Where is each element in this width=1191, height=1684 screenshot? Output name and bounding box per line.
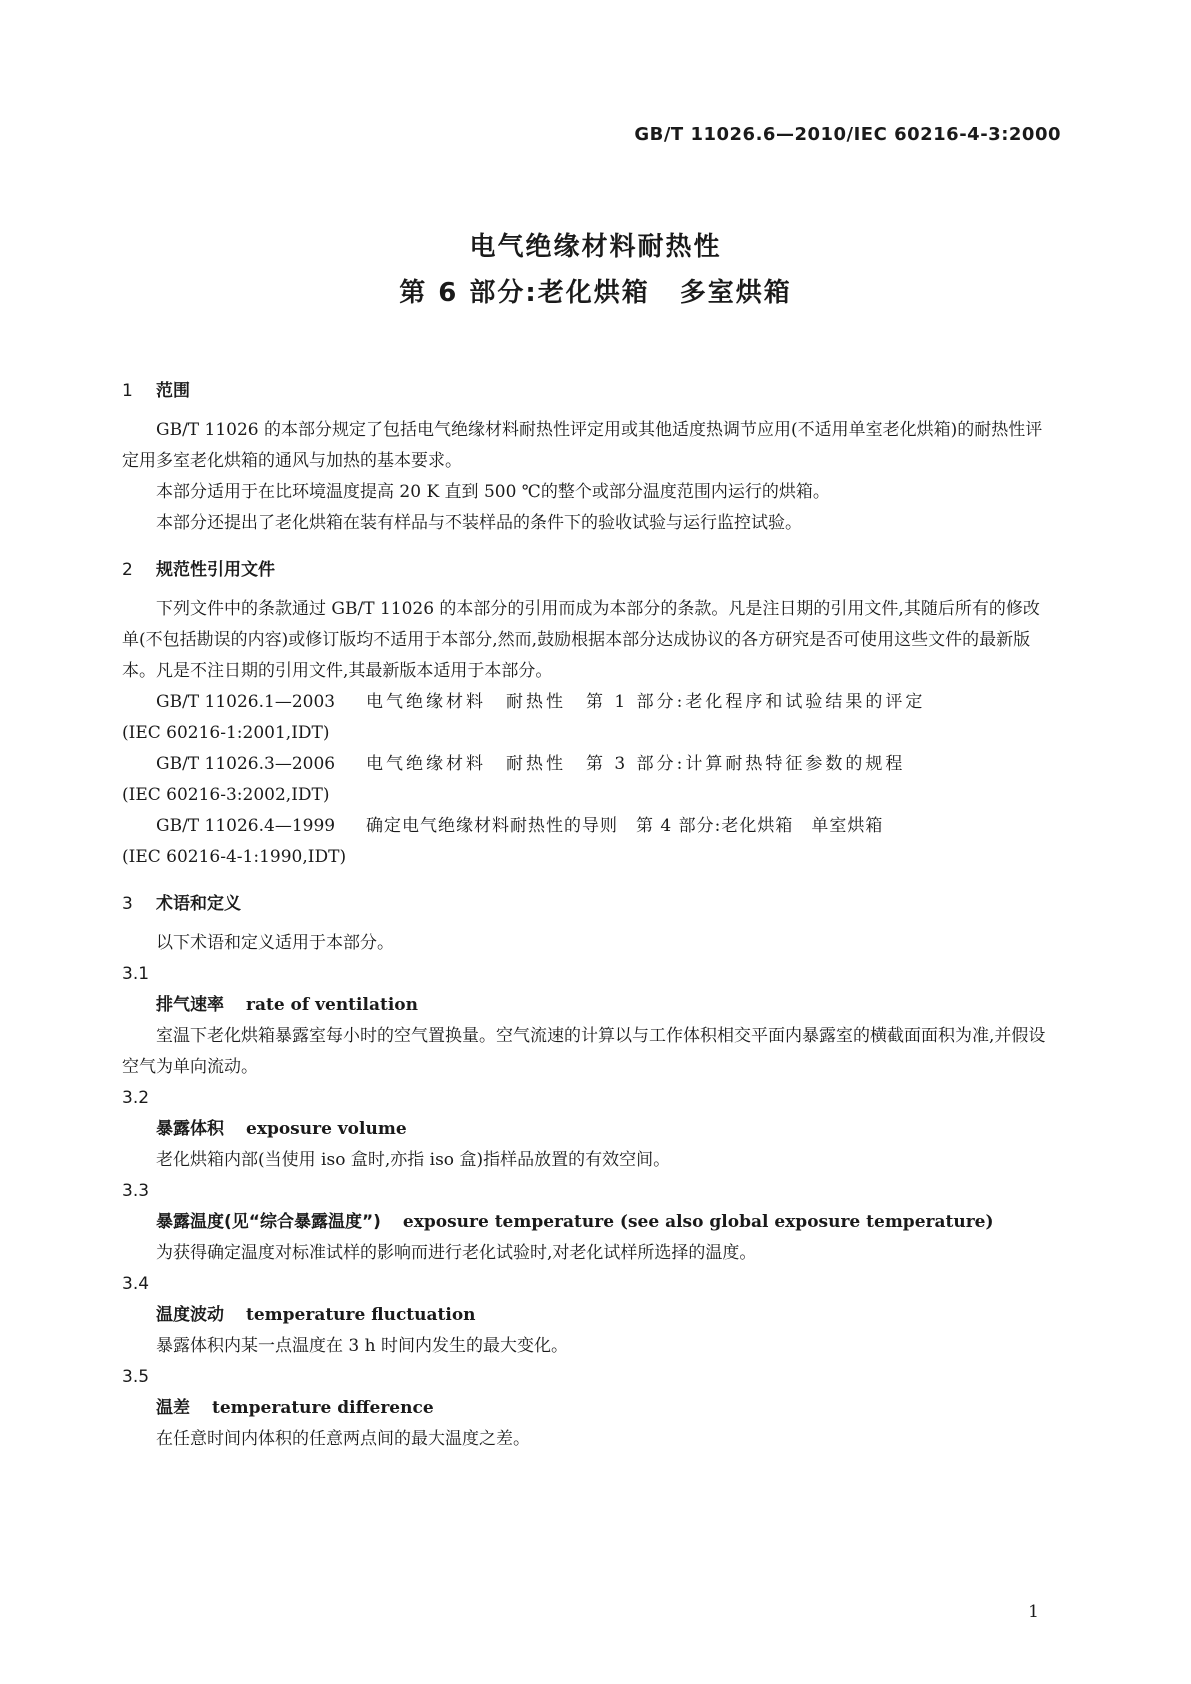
term-definition: 暴露体积内某一点温度在 3 h 时间内发生的最大变化。 (156, 1336, 568, 1356)
paragraph: 本部分适用于在比环境温度提高 20 K 直到 500 ℃的整个或部分温度范围内运行的烘箱。 (156, 482, 830, 502)
reference-iec: (IEC 60216-4-1:1990,IDT) (122, 847, 347, 867)
subtitle-part1: 第 6 部分:老化烘箱 (399, 278, 650, 308)
page-number: 1 (1028, 1602, 1039, 1622)
term-en: exposure volume (246, 1119, 407, 1139)
document-body (122, 376, 1052, 1455)
term-en: temperature difference (212, 1398, 434, 1418)
paragraph: 本部分还提出了老化烘箱在装有样品与不装样品的条件下的验收试验与运行监控试验。 (156, 513, 802, 533)
reference-code: GB/T 11026.3—2006 (156, 754, 336, 774)
term-definition: 室温下老化烘箱暴露室每小时的空气置换量。空气流速的计算以与工作体积相交平面内暴露室的横截面面积为准,并假设空气为单向流动。 (122, 1026, 1046, 1077)
term-entry (122, 959, 1052, 1083)
term-zh: 暴露体积 (156, 1119, 224, 1139)
section-number: 1 (122, 381, 133, 401)
section-title: 范围 (156, 381, 190, 401)
term-definition: 在任意时间内体积的任意两点间的最大温度之差。 (156, 1429, 530, 1449)
reference-code: GB/T 11026.4—1999 (156, 816, 336, 836)
section-title: 术语和定义 (156, 894, 241, 914)
term-en: exposure temperature (see also global exposure temperature) (402, 1212, 994, 1232)
document-subtitle (0, 272, 1191, 309)
reference-iec: (IEC 60216-1:2001,IDT) (122, 723, 330, 743)
term-entry (122, 1362, 1052, 1455)
paragraph: 下列文件中的条款通过 GB/T 11026 的本部分的引用而成为本部分的条款。凡是注日期的引用文件,其随后所有的修改单(不包括勘误的内容)或修订版均不适用于本部分,然而,鼓励根据本部分达成协议的各方研究是否可使用这些文件的最新版本。凡是不注日期的引用文件,其最新版本适用于本部分。 (122, 599, 1040, 681)
term-entry (122, 1269, 1052, 1362)
paragraph: GB/T 11026 的本部分规定了包括电气绝缘材料耐热性评定用或其他适度热调节应用(不适用单室老化烘箱)的耐热性评定用多室老化烘箱的通风与加热的基本要求。 (122, 420, 1043, 471)
reference-title: 电气绝缘材料 耐热性 第 1 部分:老化程序和试验结果的评定 (366, 692, 926, 712)
section-2-heading (122, 555, 1052, 580)
section-number: 2 (122, 560, 133, 580)
section-title: 规范性引用文件 (156, 560, 275, 580)
reference-title: 确定电气绝缘材料耐热性的导则 第 4 部分:老化烘箱 单室烘箱 (366, 816, 884, 836)
reference-item (122, 811, 1052, 873)
term-zh: 暴露温度(见“综合暴露温度”) (156, 1212, 381, 1232)
term-zh: 温差 (156, 1398, 190, 1418)
term-zh: 排气速率 (156, 995, 224, 1015)
reference-item (122, 749, 1052, 811)
document-title: 电气绝缘材料耐热性 (469, 232, 722, 262)
subtitle-part2: 多室烘箱 (679, 278, 792, 308)
paragraph: 以下术语和定义适用于本部分。 (156, 933, 394, 953)
term-zh: 温度波动 (156, 1305, 224, 1325)
term-en: temperature fluctuation (246, 1305, 476, 1325)
term-number: 3.2 (122, 1088, 150, 1108)
standard-code: GB/T 11026.6—2010/IEC 60216-4-3:2000 (634, 124, 1061, 145)
section-3-heading (122, 889, 1052, 914)
term-en: rate of ventilation (246, 995, 418, 1015)
term-entry (122, 1176, 1052, 1269)
term-number: 3.4 (122, 1274, 150, 1294)
reference-code: GB/T 11026.1—2003 (156, 692, 336, 712)
term-number: 3.1 (122, 964, 150, 984)
term-number: 3.3 (122, 1181, 150, 1201)
term-definition: 为获得确定温度对标准试样的影响而进行老化试验时,对老化试样所选择的温度。 (156, 1243, 757, 1263)
term-entry (122, 1083, 1052, 1176)
section-1-heading (122, 376, 1052, 401)
reference-iec: (IEC 60216-3:2002,IDT) (122, 785, 330, 805)
section-number: 3 (122, 894, 133, 914)
term-definition: 老化烘箱内部(当使用 iso 盒时,亦指 iso 盒)指样品放置的有效空间。 (156, 1150, 671, 1170)
reference-title: 电气绝缘材料 耐热性 第 3 部分:计算耐热特征参数的规程 (366, 754, 906, 774)
term-number: 3.5 (122, 1367, 150, 1387)
reference-item (122, 687, 1052, 749)
